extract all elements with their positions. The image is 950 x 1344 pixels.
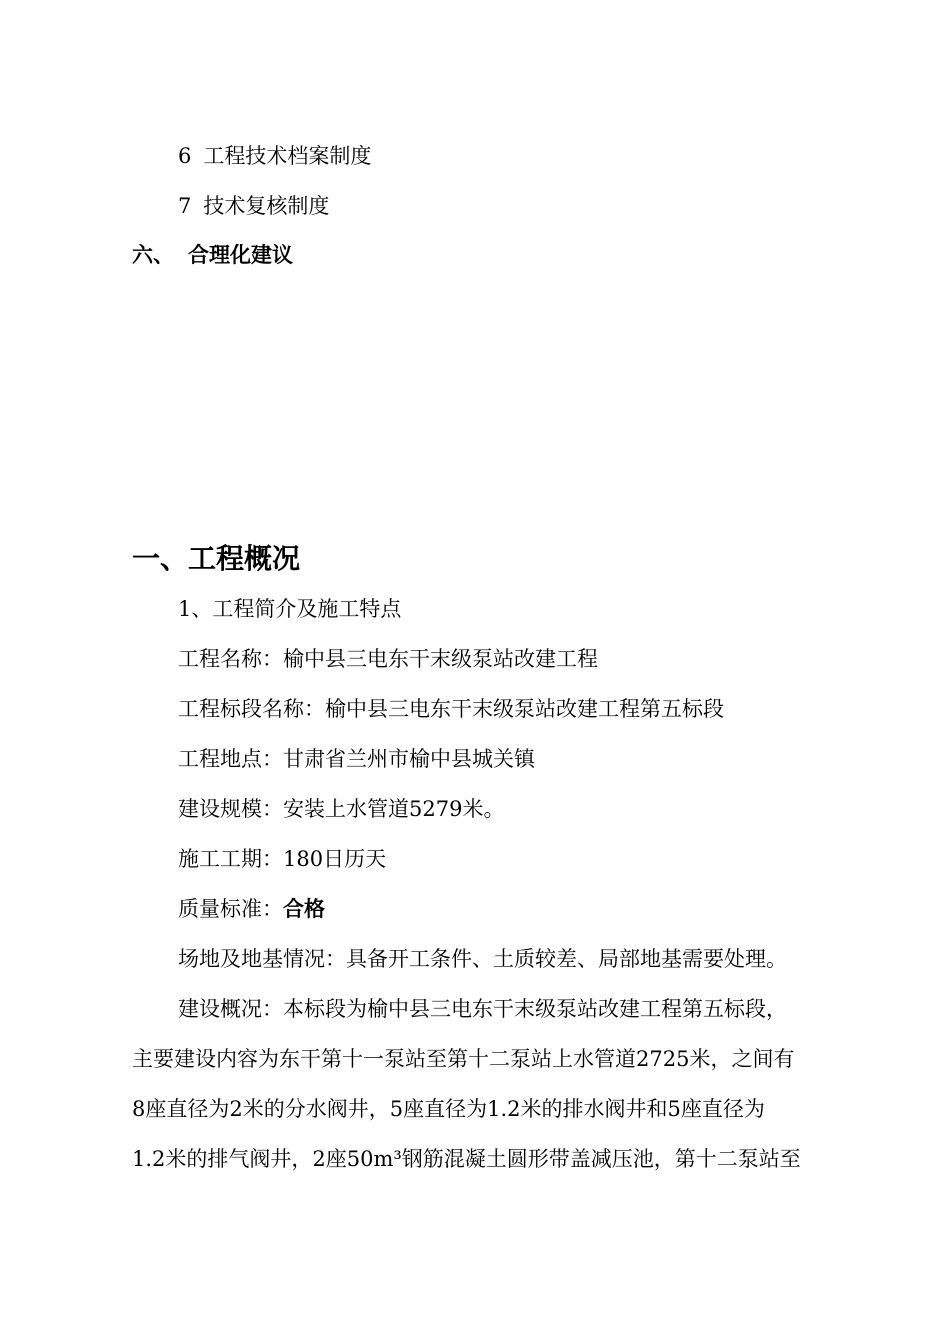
field-value: 安装上水管道5279米。	[283, 797, 505, 821]
section-title: 合理化建议	[188, 243, 293, 267]
field-duration	[178, 845, 386, 873]
list-item-7	[178, 192, 329, 220]
field-location	[178, 745, 535, 773]
paragraph-line: 8座直径为2米的分水阀井，5座直径为1.2米的排水阀井和5座直径为	[132, 1097, 765, 1121]
field-value: 榆中县三电东干末级泵站改建工程	[283, 647, 598, 671]
field-quality	[178, 895, 325, 923]
field-label: 工程名称：	[178, 647, 283, 671]
field-label: 工程地点：	[178, 747, 283, 771]
section-heading-6	[132, 241, 293, 269]
section-number: 六、	[132, 243, 174, 267]
field-label: 质量标准：	[178, 897, 283, 921]
field-site	[178, 945, 787, 973]
field-scale	[178, 795, 504, 823]
subheading-text: 1、工程简介及施工特点	[178, 597, 402, 621]
field-value: 合格	[283, 897, 325, 921]
field-section-name	[178, 695, 724, 723]
paragraph-line: 主要建设内容为东干第十一泵站至第十二泵站上水管道2725米，之间有	[132, 1047, 795, 1071]
list-number: 7	[178, 194, 192, 218]
paragraph-line: 建设概况：本标段为榆中县三电东干末级泵站改建工程第五标段，	[178, 997, 787, 1021]
list-item-6	[178, 142, 371, 170]
subheading	[178, 595, 401, 623]
field-label: 施工工期：	[178, 847, 283, 871]
field-label: 工程标段名称：	[178, 697, 325, 721]
field-value: 榆中县三电东干末级泵站改建工程第五标段	[325, 697, 724, 721]
section-title: 一、工程概况	[132, 542, 301, 575]
paragraph-line: 1.2米的排气阀井，2座50m³钢筋混凝土圆形带盖减压池，第十二泵站至	[132, 1147, 801, 1171]
list-number: 6	[178, 144, 192, 168]
section-heading-1	[132, 541, 300, 577]
field-project-name	[178, 645, 598, 673]
field-label: 建设规模：	[178, 797, 283, 821]
field-label: 场地及地基情况：	[178, 947, 346, 971]
list-text: 工程技术档案制度	[203, 144, 372, 168]
list-text: 技术复核制度	[203, 194, 330, 218]
field-value: 具备开工条件、土质较差、局部地基需要处理。	[346, 947, 787, 971]
field-value: 180日历天	[283, 847, 387, 871]
field-value: 甘肃省兰州市榆中县城关镇	[283, 747, 535, 771]
